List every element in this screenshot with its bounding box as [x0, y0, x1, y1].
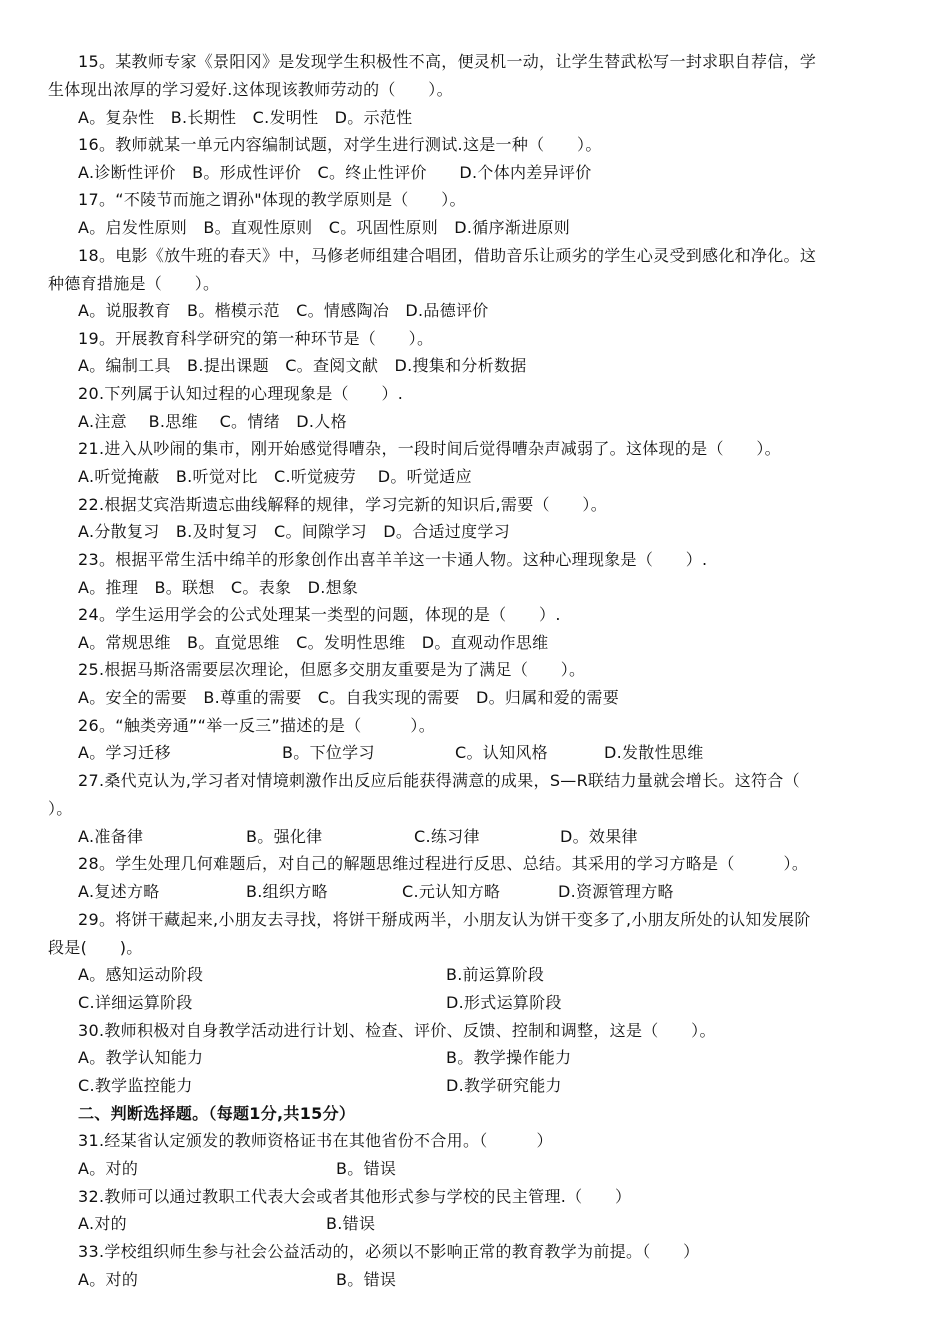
- question-32-option-b: B.错误: [326, 1214, 376, 1233]
- question-24-stem: 24。学生运用学会的公式处理某一类型的问题，体现的是（ ）.: [78, 605, 561, 624]
- question-30-option-a: A。教学认知能力: [78, 1048, 204, 1067]
- question-17-options: A。启发性原则 B。直观性原则 C。巩固性原则 D.循序渐进原则: [78, 218, 571, 237]
- question-30-stem: 30.教师积极对自身教学活动进行计划、检查、评价、反馈、控制和调整，这是（ ）。: [78, 1021, 716, 1040]
- question-27-stem-line-2: ）。: [48, 799, 73, 818]
- question-26-option-d: D.发散性思维: [604, 743, 704, 762]
- question-19-stem: 19。开展教育科学研究的第一种环节是（ ）。: [78, 329, 434, 348]
- question-22-stem: 22.根据艾宾浩斯遗忘曲线解释的规律，学习完新的知识后,需要（ ）。: [78, 495, 608, 514]
- question-25-stem: 25.根据马斯洛需要层次理论，但愿多交朋友重要是为了满足（ ）。: [78, 660, 586, 679]
- question-26-option-b: B。下位学习: [282, 743, 375, 762]
- question-25-options: A。安全的需要 B.尊重的需要 C。自我实现的需要 D。归属和爱的需要: [78, 688, 620, 707]
- question-26-option-a: A。学习迁移: [78, 743, 171, 762]
- question-16-stem: 16。教师就某一单元内容编制试题，对学生进行测试.这是一种（ ）。: [78, 135, 602, 154]
- question-17-stem: 17。“不陵节而施之谓孙"体现的教学原则是（ ）。: [78, 190, 466, 209]
- question-29-stem-line-2: 段是( )。: [48, 938, 143, 957]
- question-29-option-a: A。感知运动阶段: [78, 965, 204, 984]
- question-26-stem: 26。“触类旁通”“举一反三”描述的是（ ）。: [78, 716, 436, 735]
- question-33-option-a: A。对的: [78, 1270, 139, 1289]
- question-21-stem: 21.进入从吵闹的集市，刚开始感觉得嘈杂，一段时间后觉得嘈杂声减弱了。这体现的是（ ）。: [78, 439, 781, 458]
- question-31-option-b: B。错误: [336, 1159, 397, 1178]
- question-31-stem: 31.经某省认定颁发的教师资格证书在其他省份不合用。（ ）: [78, 1131, 553, 1150]
- question-27-option-d: D。效果律: [560, 827, 638, 846]
- question-33-option-b: B。错误: [336, 1270, 397, 1289]
- question-22-options: A.分散复习 B.及时复习 C。间隙学习 D。合适过度学习: [78, 522, 511, 541]
- question-27-option-b: B。强化律: [246, 827, 323, 846]
- question-27-option-c: C.练习律: [414, 827, 480, 846]
- question-28-option-b: B.组织方略: [246, 882, 328, 901]
- question-31-option-a: A。对的: [78, 1159, 139, 1178]
- question-27-stem-line-1: 27.桑代克认为,学习者对情境刺激作出反应后能获得满意的成果，S—R联结力量就会增长。这符合（: [78, 771, 800, 790]
- question-18-options: A。说服教育 B。楷模示范 C。情感陶冶 D.品德评价: [78, 301, 489, 320]
- question-28-option-d: D.资源管理方略: [558, 882, 674, 901]
- question-28-option-c: C.元认知方略: [402, 882, 501, 901]
- question-20-stem: 20.下列属于认知过程的心理现象是（ ）.: [78, 384, 404, 403]
- question-23-options: A。推理 B。联想 C。表象 D.想象: [78, 578, 359, 597]
- question-19-options: A。编制工具 B.提出课题 C。查阅文献 D.搜集和分析数据: [78, 356, 527, 375]
- question-30-option-b: B。教学操作能力: [446, 1048, 572, 1067]
- question-18-stem-line-2: 种德育措施是（ ）。: [48, 274, 220, 293]
- question-28-stem: 28。学生处理几何难题后，对自己的解题思维过程进行反思、总结。其采用的学习方略是（ ）。: [78, 854, 809, 873]
- question-32-stem: 32.教师可以通过教职工代表大会或者其他形式参与学校的民主管理.（ ）: [78, 1187, 632, 1206]
- question-29-option-b: B.前运算阶段: [446, 965, 545, 984]
- question-29-option-c: C.详细运算阶段: [78, 993, 193, 1012]
- question-16-options: A.诊断性评价 B。形成性评价 C。终止性评价 D.个体内差异评价: [78, 163, 592, 182]
- question-26-option-c: C。认知风格: [455, 743, 548, 762]
- question-33-stem: 33.学校组织师生参与社会公益活动的，必须以不影响正常的教育教学为前提。（ ）: [78, 1242, 700, 1261]
- question-30-option-d: D.教学研究能力: [446, 1076, 562, 1095]
- question-29-stem-line-1: 29。将饼干藏起来,小朋友去寻找，将饼干掰成两半，小朋友认为饼干变多了,小朋友所处的认知发展阶: [78, 910, 811, 929]
- question-27-option-a: A.准备律: [78, 827, 144, 846]
- question-29-option-d: D.形式运算阶段: [446, 993, 562, 1012]
- question-20-options: A.注意 B.思维 C。情绪 D.人格: [78, 412, 347, 431]
- section-2-heading: 二、判断选择题。（每题1分,共15分）: [78, 1104, 356, 1123]
- question-18-stem-line-1: 18。电影《放牛班的春天》中，马修老师组建合唱团，借助音乐让顽劣的学生心灵受到感化和净化。这: [78, 246, 817, 265]
- question-30-option-c: C.教学监控能力: [78, 1076, 193, 1095]
- question-24-options: A。常规思维 B。直觉思维 C。发明性思维 D。直观动作思维: [78, 633, 549, 652]
- question-21-options: A.听觉掩蔽 B.听觉对比 C.听觉疲劳 D。听觉适应: [78, 467, 472, 486]
- question-15-stem-line-1: 15。某教师专家《景阳冈》是发现学生积极性不高，便灵机一动，让学生替武松写一封求职自荐信，学: [78, 52, 817, 71]
- question-28-option-a: A.复述方略: [78, 882, 160, 901]
- question-32-option-a: A.对的: [78, 1214, 127, 1233]
- question-23-stem: 23。根据平常生活中绵羊的形象创作出喜羊羊这一卡通人物。这种心理现象是（ ）.: [78, 550, 708, 569]
- question-15-options: A。复杂性 B.长期性 C.发明性 D。示范性: [78, 108, 413, 127]
- question-15-stem-line-2: 生体现出浓厚的学习爱好.这体现该教师劳动的（ ）。: [48, 80, 453, 99]
